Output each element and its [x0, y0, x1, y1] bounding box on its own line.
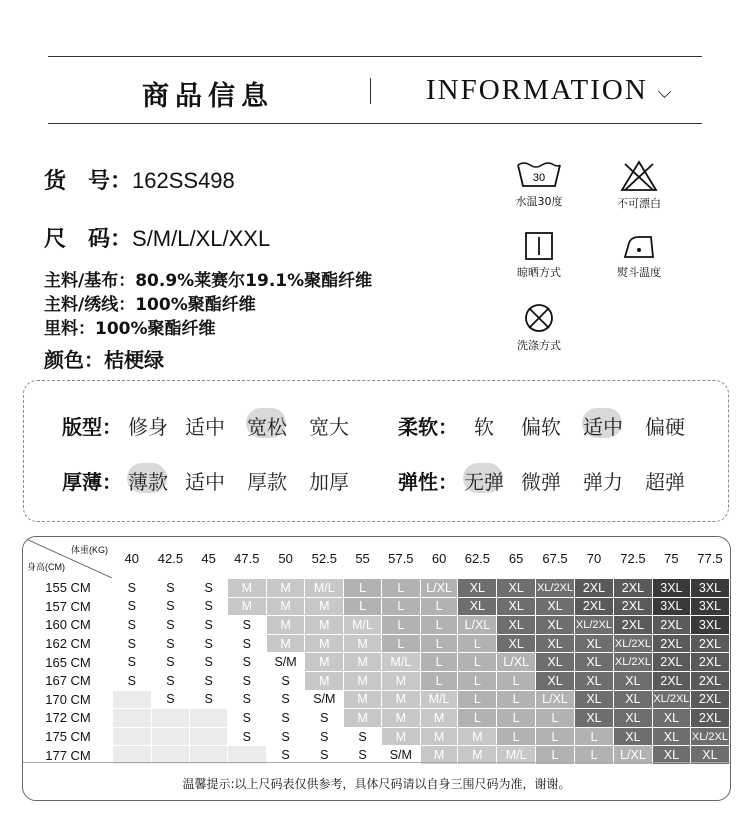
size-cell: XL [536, 616, 575, 635]
weight-axis-label: 体重(KG) [71, 545, 108, 555]
size-cell: M [420, 746, 458, 765]
size-cell: S [151, 597, 190, 616]
size-cell: M [344, 709, 382, 728]
size-cell: S [113, 597, 152, 616]
height-label: 165 CM [24, 653, 113, 672]
material-lining: 里料：100%聚酯纤维 [44, 319, 216, 339]
weight-header: 77.5 [690, 538, 729, 579]
size-cell: M [227, 579, 266, 598]
weight-header: 42.5 [151, 538, 190, 579]
size-cell: S [266, 690, 305, 709]
size-row [24, 597, 730, 616]
size-cell: M [381, 727, 420, 746]
size-cell: L [497, 671, 536, 690]
size-cell: S [227, 727, 266, 746]
size-cell: 3XL [690, 616, 729, 635]
size-cell: M [305, 653, 344, 672]
size-cell: L [458, 671, 497, 690]
size-row [44, 222, 270, 253]
material-embroidery: 主料/绣线：100%聚酯纤维 [44, 295, 256, 315]
size-cell: 2XL [613, 579, 652, 598]
size-cell: 3XL [690, 579, 729, 598]
size-cell: L/XL [420, 579, 458, 598]
size-label: 尺 码： [44, 227, 133, 252]
size-cell: XL/2XL [652, 690, 690, 709]
thick-label: 厚薄： [62, 470, 122, 494]
size-cell: L [381, 597, 420, 616]
size-cell: S [113, 634, 152, 653]
size-cell [113, 727, 152, 746]
care-bleach-label: 不可漂白 [617, 197, 661, 210]
material-base: 主料/基布：80.9%莱赛尔19.1%聚酯纤维 [44, 271, 373, 291]
size-cell: XL [497, 634, 536, 653]
size-row [24, 671, 730, 690]
size-cell: M [266, 579, 305, 598]
size-row [24, 616, 730, 635]
size-cell: S [151, 690, 190, 709]
size-cell: L [497, 690, 536, 709]
height-label: 175 CM [24, 727, 113, 746]
size-cell [151, 709, 190, 728]
elastic-label: 弹性： [398, 470, 458, 494]
elastic-option: 无弹 [464, 470, 504, 494]
size-cell: XL [497, 616, 536, 635]
size-row [24, 690, 730, 709]
size-tip: 温馨提示:以上尺码表仅供参考，具体尺码请以自身三围尺码为准，谢谢。 [23, 762, 730, 801]
size-cell: M/L [344, 616, 382, 635]
weight-header: 47.5 [227, 538, 266, 579]
weight-header: 60 [420, 538, 458, 579]
title-separator [370, 78, 371, 104]
size-cell: XL [536, 653, 575, 672]
size-cell: S [151, 653, 190, 672]
height-label: 172 CM [24, 709, 113, 728]
size-cell: S [227, 671, 266, 690]
elastic-option: 超弹 [645, 470, 685, 494]
title-cn: 商品信息 [142, 81, 274, 112]
size-cell: M/L [305, 579, 344, 598]
weight-header: 57.5 [381, 538, 420, 579]
care-dry [494, 231, 584, 280]
weight-header: 67.5 [536, 538, 575, 579]
care-washing [494, 302, 584, 353]
size-cell: S [266, 727, 305, 746]
size-cell: S [190, 634, 228, 653]
size-cell: XL [536, 597, 575, 616]
size-cell: M [420, 727, 458, 746]
size-cell: 2XL [652, 671, 690, 690]
iron-icon [621, 231, 657, 261]
title-en [426, 74, 673, 107]
weight-header: 75 [652, 538, 690, 579]
size-cell: 2XL [613, 616, 652, 635]
size-cell: L [536, 709, 575, 728]
size-cell: 2XL [613, 597, 652, 616]
fit-option: 宽松 [247, 415, 287, 439]
size-cell: S [113, 616, 152, 635]
size-cell: XL [497, 597, 536, 616]
bottom-divider [48, 123, 702, 124]
size-cell: M [381, 671, 420, 690]
size-cell: M/L [497, 746, 536, 765]
size-cell: M [344, 653, 382, 672]
size-cell: XL [652, 709, 690, 728]
size-cell: M [420, 709, 458, 728]
size-cell: S [266, 709, 305, 728]
size-cell: 2XL [690, 653, 729, 672]
fit-option: 适中 [185, 415, 225, 439]
weight-header: 45 [190, 538, 228, 579]
size-cell: 2XL [690, 634, 729, 653]
size-cell: L [420, 597, 458, 616]
care-iron-label: 熨斗温度 [617, 266, 661, 279]
soft-option: 偏软 [521, 415, 561, 439]
chevron-down-icon: ⌵ [657, 81, 674, 102]
size-cell: XL [575, 709, 614, 728]
size-cell: L/XL [613, 746, 652, 765]
size-cell: L [420, 653, 458, 672]
size-cell: S [190, 579, 228, 598]
size-cell: M [305, 616, 344, 635]
size-cell: S [227, 709, 266, 728]
size-cell: S/M [305, 690, 344, 709]
size-cell: S [190, 616, 228, 635]
size-cell: S [151, 579, 190, 598]
size-cell: S [190, 653, 228, 672]
size-cell: L [458, 634, 497, 653]
size-cell: XL [458, 579, 497, 598]
size-row [24, 709, 730, 728]
size-cell: M [344, 671, 382, 690]
item-number-label: 货 号： [44, 169, 133, 194]
fit-option: 修身 [128, 415, 168, 439]
size-cell: XL/2XL [613, 653, 652, 672]
item-number-value: 162SS498 [132, 168, 235, 193]
size-cell: S [151, 671, 190, 690]
size-cell: S [266, 671, 305, 690]
size-cell: L/XL [536, 690, 575, 709]
size-cell: S [344, 727, 382, 746]
height-label: 160 CM [24, 616, 113, 635]
height-label: 157 CM [24, 597, 113, 616]
size-cell [113, 690, 152, 709]
weight-header: 50 [266, 538, 305, 579]
size-cell: L [536, 746, 575, 765]
care-washing-label: 洗涤方式 [517, 339, 561, 352]
size-cell: M [305, 634, 344, 653]
weight-header: 65 [497, 538, 536, 579]
size-cell: M [458, 746, 497, 765]
size-cell: 2XL [652, 616, 690, 635]
size-cell: M [381, 709, 420, 728]
size-cell: L [381, 616, 420, 635]
elastic-option: 弹力 [583, 470, 623, 494]
size-table [23, 537, 730, 765]
care-bleach [594, 160, 684, 211]
size-cell [190, 709, 228, 728]
size-cell: L/XL [497, 653, 536, 672]
thick-option: 厚款 [247, 470, 287, 494]
size-cell: L [575, 746, 614, 765]
size-cell: S [151, 616, 190, 635]
size-cell: M [305, 671, 344, 690]
size-cell: XL [536, 634, 575, 653]
height-label: 155 CM [24, 579, 113, 598]
size-chart [22, 536, 731, 801]
thick-option: 适中 [185, 470, 225, 494]
size-cell: XL [613, 690, 652, 709]
line-dry-icon [524, 231, 554, 261]
size-row [24, 653, 730, 672]
weight-header: 40 [113, 538, 152, 579]
size-cell: M [266, 634, 305, 653]
size-cell: S [113, 653, 152, 672]
weight-header: 62.5 [458, 538, 497, 579]
size-cell: S [227, 690, 266, 709]
size-cell: S [190, 690, 228, 709]
size-cell: XL [575, 690, 614, 709]
thick-option: 薄款 [128, 470, 168, 494]
size-value: S/M/L/XL/XXL [132, 226, 271, 251]
care-iron [594, 231, 684, 280]
size-cell: XL [575, 634, 614, 653]
size-cell: L [381, 579, 420, 598]
size-cell: S [227, 634, 266, 653]
weight-header: 55 [344, 538, 382, 579]
size-cell: L [458, 709, 497, 728]
size-cell: M [458, 727, 497, 746]
size-cell: S [305, 746, 344, 765]
size-cell: M [266, 616, 305, 635]
size-cell: XL/2XL [575, 616, 614, 635]
color-value: 颜色：桔梗绿 [44, 348, 164, 372]
size-cell: S [190, 597, 228, 616]
size-cell: S [113, 671, 152, 690]
top-divider [48, 56, 702, 57]
soft-option: 适中 [583, 415, 623, 439]
height-label: 170 CM [24, 690, 113, 709]
size-cell: S [305, 709, 344, 728]
size-cell: XL [575, 671, 614, 690]
size-cell: L [344, 597, 382, 616]
size-cell: XL [652, 746, 690, 765]
size-cell: L [420, 634, 458, 653]
care-dry-label: 晾晒方式 [517, 266, 561, 279]
attributes-panel [23, 380, 729, 522]
size-cell: S/M [266, 653, 305, 672]
size-cell: M [344, 634, 382, 653]
size-cell [151, 727, 190, 746]
size-cell: 2XL [575, 597, 614, 616]
size-cell: 2XL [575, 579, 614, 598]
size-cell: 2XL [652, 634, 690, 653]
size-cell: XL/2XL [536, 579, 575, 598]
size-cell: L [458, 690, 497, 709]
size-cell: XL [613, 709, 652, 728]
size-cell: L [420, 616, 458, 635]
height-label: 177 CM [24, 746, 113, 765]
size-cell: XL/2XL [613, 634, 652, 653]
size-cell: XL [536, 671, 575, 690]
size-cell [190, 727, 228, 746]
size-cell: S [190, 671, 228, 690]
height-axis-label: 身高(CM) [27, 562, 65, 572]
no-wash-icon [523, 302, 555, 334]
size-cell: S [305, 727, 344, 746]
size-cell: 3XL [652, 597, 690, 616]
size-cell: L [344, 579, 382, 598]
care-wash [494, 160, 584, 209]
height-label: 167 CM [24, 671, 113, 690]
wash-temp-badge: 30 [532, 172, 546, 184]
size-cell: M [344, 690, 382, 709]
size-cell: S [227, 653, 266, 672]
size-cell: XL [652, 727, 690, 746]
elastic-option: 微弹 [521, 470, 561, 494]
size-cell: M [381, 690, 420, 709]
weight-header: 72.5 [613, 538, 652, 579]
size-cell: 3XL [652, 579, 690, 598]
size-row [24, 579, 730, 598]
size-cell: L [420, 671, 458, 690]
size-cell: XL [613, 727, 652, 746]
size-cell: 2XL [690, 671, 729, 690]
size-cell: 2XL [652, 653, 690, 672]
size-cell: M [266, 597, 305, 616]
size-cell: XL/2XL [690, 727, 729, 746]
item-number-row [44, 164, 235, 195]
size-cell: L/XL [458, 616, 497, 635]
size-cell: S [266, 746, 305, 765]
size-cell: XL [575, 653, 614, 672]
title-en-text: INFORMATION [426, 74, 648, 106]
wash-30-icon [515, 160, 563, 190]
size-cell: 2XL [690, 690, 729, 709]
fit-label: 版型： [62, 415, 122, 439]
size-cell: L [497, 709, 536, 728]
height-label: 162 CM [24, 634, 113, 653]
size-cell: M [305, 597, 344, 616]
size-cell: XL [613, 671, 652, 690]
size-cell: S [151, 634, 190, 653]
size-row [24, 727, 730, 746]
size-cell: S [113, 579, 152, 598]
size-cell: L [536, 727, 575, 746]
size-table-corner [24, 538, 113, 579]
thick-option: 加厚 [309, 470, 349, 494]
size-cell: S [344, 746, 382, 765]
soft-option: 偏硬 [645, 415, 685, 439]
soft-label: 柔软： [398, 415, 458, 439]
weight-header: 52.5 [305, 538, 344, 579]
size-cell: L [381, 634, 420, 653]
soft-option: 软 [474, 415, 494, 439]
fit-option: 宽大 [309, 415, 349, 439]
size-cell: S/M [381, 746, 420, 765]
size-cell: XL [690, 746, 729, 765]
size-row [24, 634, 730, 653]
size-cell: XL [497, 579, 536, 598]
size-cell: XL [458, 597, 497, 616]
care-wash-label: 水温30度 [515, 195, 563, 208]
weight-header: 70 [575, 538, 614, 579]
size-cell: M [227, 597, 266, 616]
size-cell: 2XL [690, 709, 729, 728]
size-cell: L [575, 727, 614, 746]
size-cell: 3XL [690, 597, 729, 616]
size-cell: S [227, 616, 266, 635]
size-cell [113, 709, 152, 728]
size-cell: M/L [381, 653, 420, 672]
no-bleach-icon [619, 160, 659, 192]
size-cell: M/L [420, 690, 458, 709]
size-cell: L [458, 653, 497, 672]
size-cell: L [497, 727, 536, 746]
